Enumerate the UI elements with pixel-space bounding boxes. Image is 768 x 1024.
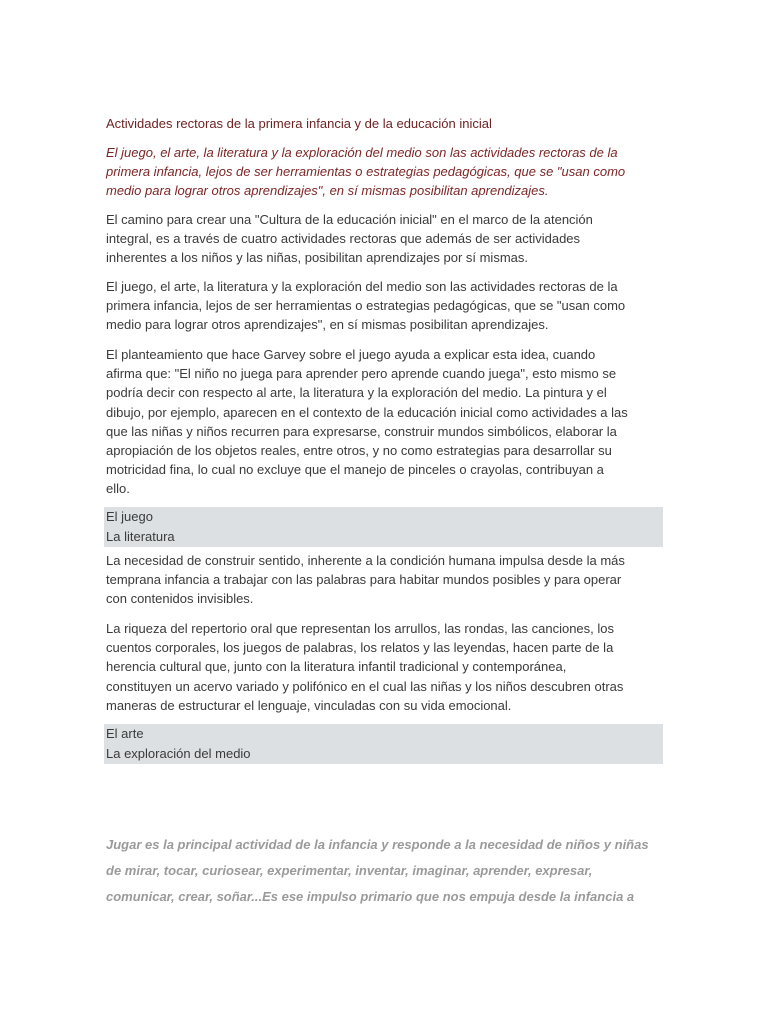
text-line: La exploración del medio <box>106 746 251 761</box>
intro-italic-paragraph <box>106 143 625 201</box>
text-line: herencia cultural que, junto con la literatura infantil tradicional y contemporánea, <box>106 659 567 675</box>
text-line: ello. <box>106 481 130 497</box>
paragraph <box>106 277 625 335</box>
text-line: con contenidos invisibles. <box>106 591 254 607</box>
paragraph <box>106 345 628 499</box>
text-line: afirma que: "El niño no juega para aprender pero aprende cuando juega", esto mismo se <box>106 366 617 382</box>
text-line: que las niñas y niños recurren para expresarse, construir mundos simbólicos, elaborar la <box>106 423 617 439</box>
text-line: La literatura <box>106 529 175 544</box>
text-line: maneras de estructurar el lenguaje, vinculadas con su vida emocional. <box>106 697 512 713</box>
text-line: El camino para crear una "Cultura de la educación inicial" en el marco de la atención <box>106 212 593 227</box>
section-heading-box <box>104 507 663 547</box>
text-line: medio para lograr otros aprendizajes", en sí mismas posibilitan aprendizajes. <box>106 183 549 199</box>
text-line: El juego, el arte, la literatura y la exploración del medio son las actividades rectoras de la <box>106 279 618 294</box>
text-line: El planteamiento que hace Garvey sobre el juego ayuda a explicar esta idea, cuando <box>106 347 596 362</box>
text-line: dibujo, por ejemplo, aparecen en el contexto de la educación inicial como actividades a las <box>106 404 628 420</box>
text-line: primera infancia, lejos de ser herramientas o estrategias pedagógicas, que se "usan como <box>106 298 626 314</box>
text-line: primera infancia, lejos de ser herramientas o estrategias pedagógicas, que se "usan como <box>106 164 626 180</box>
text-line: cuentos corporales, los juegos de palabras, los relatos y las leyendas, hacen parte de la <box>106 640 614 656</box>
text-line: inherentes a los niños y las niñas, posibilitan aprendizajes por sí mismas. <box>106 250 528 266</box>
document-title: Actividades rectoras de la primera infancia y de la educación inicial <box>106 116 492 131</box>
paragraph <box>106 210 593 268</box>
text-line: integral, es a través de cuatro actividades rectoras que además de ser actividades <box>106 231 581 247</box>
paragraph <box>106 551 625 609</box>
text-line: La necesidad de construir sentido, inherente a la condición humana impulsa desde la más <box>106 553 625 568</box>
section-heading-box <box>104 724 663 764</box>
text-line: El juego <box>106 509 153 524</box>
text-line: El juego, el arte, la literatura y la exploración del medio son las actividades rectoras de la <box>106 145 618 160</box>
text-line: podría decir con respecto al arte, la literatura y la exploración del medio. La pintura y el <box>106 385 607 401</box>
text-line: temprana infancia a trabajar con las palabras para habitar mundos posibles y para operar <box>106 572 622 588</box>
paragraph <box>106 619 623 715</box>
text-line: de mirar, tocar, curiosear, experimentar, inventar, imaginar, aprender, expresar, <box>106 863 593 878</box>
text-line: motricidad fina, lo cual no excluye que el manejo de pinceles o crayolas, contribuyan a <box>106 462 604 478</box>
text-line: Jugar es la principal actividad de la infancia y responde a la necesidad de niños y niñas <box>106 837 649 852</box>
text-line: El arte <box>106 726 144 741</box>
text-line: medio para lograr otros aprendizajes", en sí mismas posibilitan aprendizajes. <box>106 317 549 333</box>
text-line: comunicar, crear, soñar...Es ese impulso primario que nos empuja desde la infancia a <box>106 889 635 904</box>
text-line: constituyen un acervo variado y polifónico en el cual las niñas y los niños descubren otras <box>106 678 624 694</box>
text-line: apropiación de los objetos reales, entre otros, y no como estrategias para desarrollar su <box>106 442 612 458</box>
text-line: La riqueza del repertorio oral que representan los arrullos, las rondas, las canciones, los <box>106 621 615 636</box>
quote-paragraph <box>106 832 649 910</box>
